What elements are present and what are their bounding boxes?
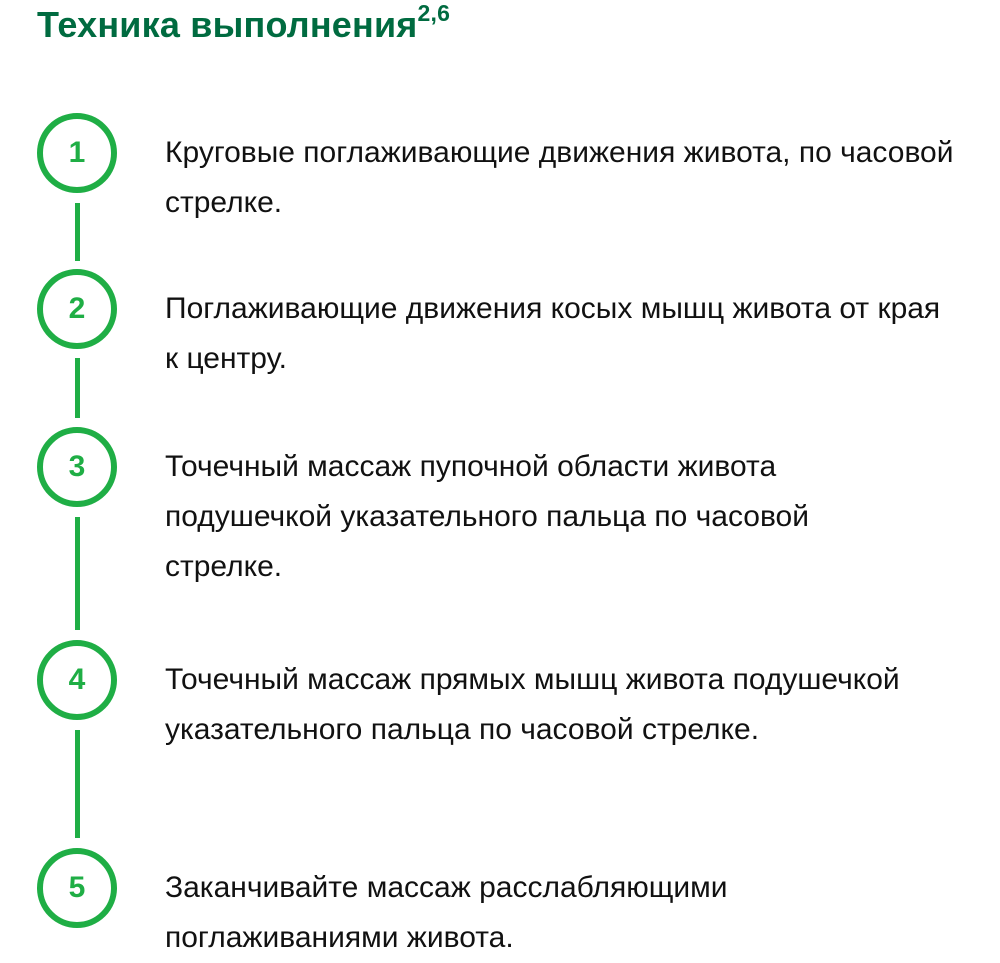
connector-line [75,517,80,630]
step-text: Заканчивайте массаж расслабляющими поглаживаниями живота. [165,871,728,954]
step-text: Круговые поглаживающие движения живота, по часовой стрелке. [165,136,954,219]
step-number-circle: 4 [37,640,117,720]
title-text: Техника выполнения [37,4,418,45]
page-title [37,0,451,46]
connector-line [75,203,80,261]
step-number-circle: 5 [37,848,117,928]
step-text: Поглаживающие движения косых мышц живота от края к центру. [165,292,941,375]
step-text: Точечный массаж пупочной области живота подушечкой указательного пальца по часовой стрелке. [165,450,810,583]
step-number-circle: 1 [37,113,117,193]
connector-line [75,358,80,418]
step-number-circle: 2 [37,269,117,349]
step-text: Точечный массаж прямых мышц живота подушечкой указательного пальца по часовой стрелке. [165,663,900,746]
connector-line [75,730,80,838]
step-number-circle: 3 [37,427,117,507]
title-reference: 2,6 [417,0,451,26]
